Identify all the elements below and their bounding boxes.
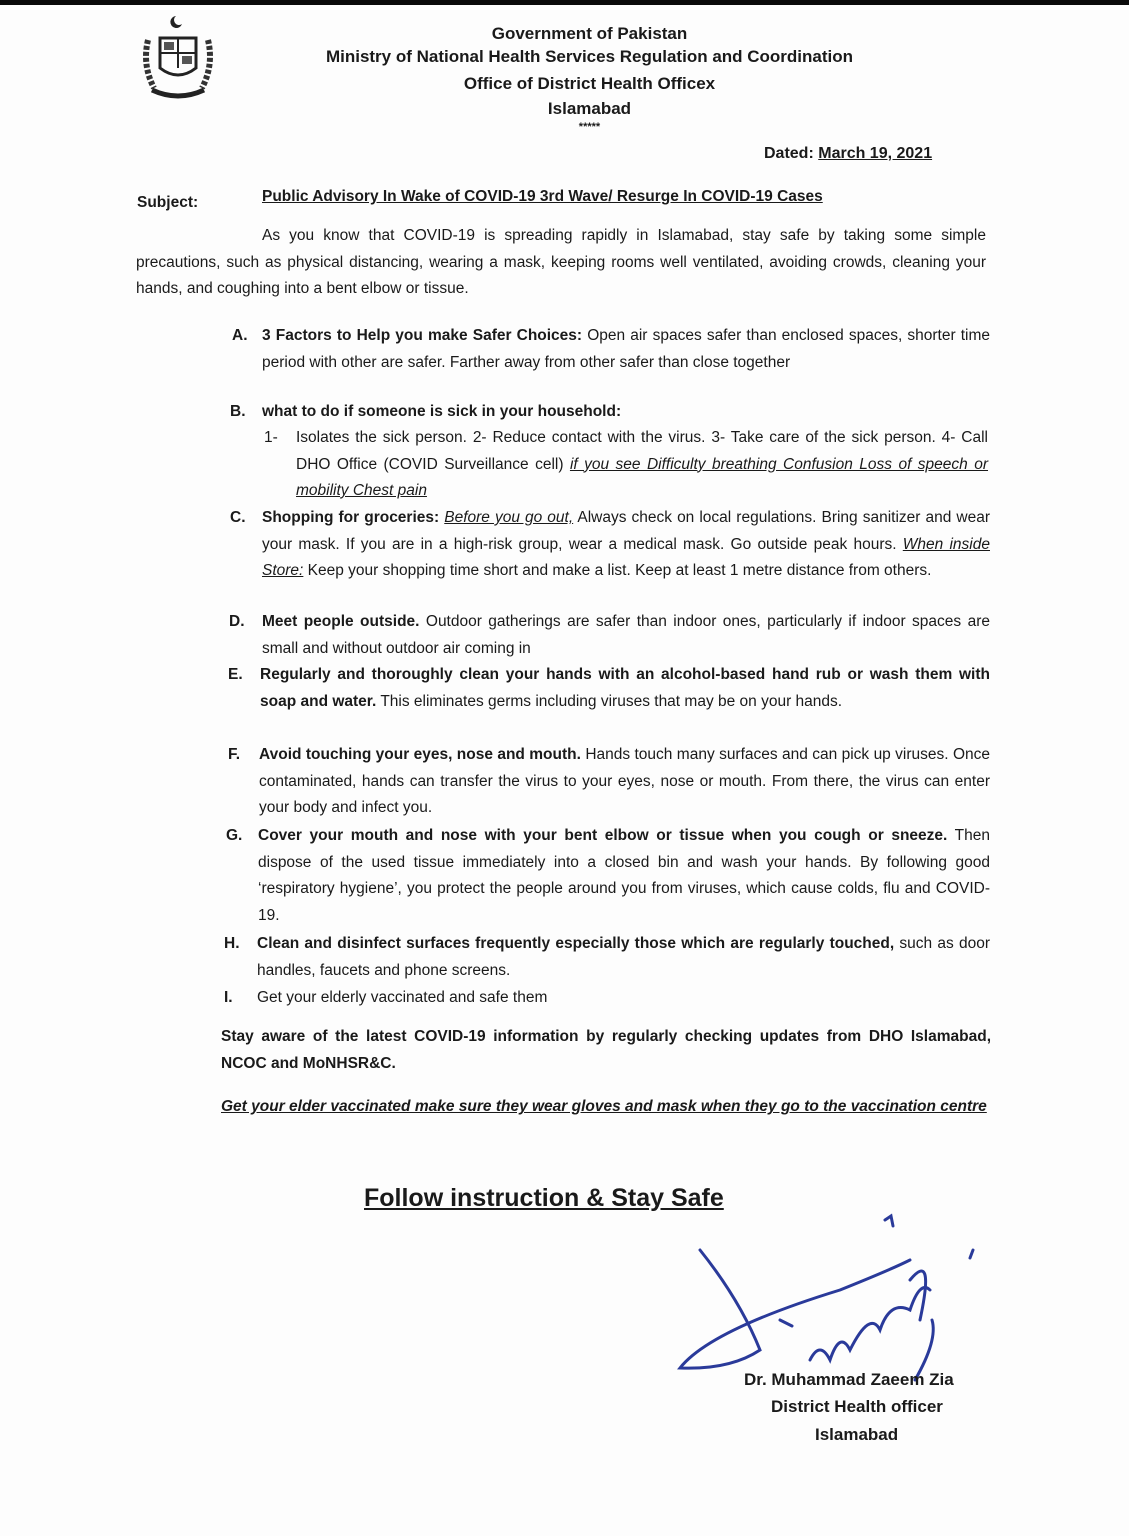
item-b-label: B. bbox=[230, 403, 246, 420]
item-c bbox=[262, 505, 990, 585]
item-i-text: Get your elderly vaccinated and safe them bbox=[257, 989, 548, 1006]
item-f-text: Hands touch many surfaces and can pick up viruses. Once contaminated, hands can transfer the virus to your eyes, nose or mouth. From there, the virus can enter your body and infect you. bbox=[259, 746, 991, 816]
item-f-lead: Avoid touching your eyes, nose and mouth. bbox=[259, 746, 581, 763]
intro-paragraph: As you know that COVID-19 is spreading rapidly in Islamabad, stay safe by taking some simple precautions, such as physical distancing, wearing a mask, keeping rooms well ventilated, avoiding crowds, cleaning your hands, and coughing into a bent elbow or tissue. bbox=[136, 227, 986, 297]
item-g-label: G. bbox=[226, 827, 243, 844]
item-c-emphasis-2: When inside Store: bbox=[262, 535, 990, 579]
item-a bbox=[262, 323, 990, 376]
slogan: Follow instruction & Stay Safe bbox=[364, 1184, 724, 1212]
item-h-lead: Clean and disinfect surfaces frequently especially those which are regularly touched, bbox=[257, 935, 895, 952]
item-c-emphasis-1: Before you go out, bbox=[444, 509, 574, 526]
header-stars: ***** bbox=[578, 121, 601, 133]
item-c-text-1: Always check on local regulations. Bring sanitizer and wear your mask. If you are in a high-risk group, wear a medical mask. Go outside peak hours. bbox=[262, 509, 991, 553]
header-government: Government of Pakistan bbox=[491, 24, 688, 43]
item-b-lead-text: what to do if someone is sick in your household: bbox=[262, 403, 622, 420]
item-h bbox=[257, 931, 990, 984]
item-b-sub-number: 1- bbox=[264, 429, 278, 446]
item-a-label: A. bbox=[232, 327, 248, 344]
signatory-title: District Health officer bbox=[771, 1397, 943, 1416]
item-e bbox=[260, 662, 990, 715]
date-value: March 19, 2021 bbox=[818, 145, 933, 162]
item-d bbox=[262, 609, 990, 662]
item-i-label: I. bbox=[224, 989, 233, 1006]
signatory-place: Islamabad bbox=[815, 1425, 899, 1444]
item-d-text: Outdoor gatherings are safer than indoor ones, particularly if indoor spaces are small and without outdoor air coming in bbox=[262, 613, 990, 657]
item-b-sub bbox=[296, 425, 988, 505]
item-f bbox=[259, 742, 990, 822]
stay-aware-paragraph: Stay aware of the latest COVID-19 information by regularly checking updates from DHO Islamabad, NCOC and MoNHSR&C. bbox=[221, 1028, 991, 1072]
date-label: Dated: bbox=[764, 145, 814, 162]
item-b-sub-emphasis: if you see Difficulty breathing Confusion Loss of speech or mobility Chest pain bbox=[296, 455, 989, 499]
item-e-label: E. bbox=[228, 666, 243, 683]
item-g bbox=[258, 823, 990, 929]
item-g-lead: Cover your mouth and nose with your bent elbow or tissue when you cough or sneeze. bbox=[258, 827, 948, 844]
header-ministry: Ministry of National Health Services Regulation and Coordination bbox=[325, 47, 854, 66]
item-f-label: F. bbox=[228, 746, 241, 763]
item-b-lead bbox=[262, 399, 990, 426]
item-e-text: This eliminates germs including viruses that may be on your hands. bbox=[376, 692, 843, 710]
item-d-label: D. bbox=[229, 613, 245, 630]
item-e-lead: Regularly and thoroughly clean your hands with an alcohol-based hand rub or wash them with soap and water. bbox=[260, 666, 990, 710]
item-h-text: such as door handles, faucets and phone screens. bbox=[257, 935, 990, 979]
subject-label: Subject: bbox=[137, 194, 199, 211]
date-line bbox=[764, 145, 932, 163]
item-c-text-2: Keep your shopping time short and make a list. Keep at least 1 metre distance from others. bbox=[303, 562, 932, 579]
item-a-text: Open air spaces safer than enclosed spaces, shorter time period with other are safer. Farther away from other safer than close together bbox=[262, 327, 991, 371]
elder-vaccination-note: Get your elder vaccinated make sure they wear gloves and mask when they go to the vaccination centre bbox=[221, 1098, 987, 1115]
header-office: Office of District Health Officex bbox=[463, 74, 716, 93]
top-border bbox=[0, 0, 1129, 5]
item-c-lead: Shopping for groceries: bbox=[262, 509, 440, 526]
signatory-name: Dr. Muhammad Zaeem Zia bbox=[744, 1370, 954, 1389]
header-city: Islamabad bbox=[547, 99, 632, 118]
item-a-lead: 3 Factors to Help you make Safer Choices: bbox=[262, 327, 583, 344]
item-d-lead: Meet people outside. bbox=[262, 613, 420, 630]
item-b-sub-text: Isolates the sick person. 2- Reduce contact with the virus. 3- Take care of the sick person. 4- Call DHO Office (COVID Surveillance cell) bbox=[296, 429, 988, 473]
item-h-label: H. bbox=[224, 935, 240, 952]
item-g-text: Then dispose of the used tissue immediately into a closed bin and wash your hands. By following good ‘respiratory hygiene’, you protect the people around you from viruses, which cause colds, flu and COVID-19. bbox=[258, 827, 990, 924]
subject-text: Public Advisory In Wake of COVID-19 3rd Wave/ Resurge In COVID-19 Cases bbox=[262, 188, 823, 205]
item-c-label: C. bbox=[230, 509, 246, 526]
